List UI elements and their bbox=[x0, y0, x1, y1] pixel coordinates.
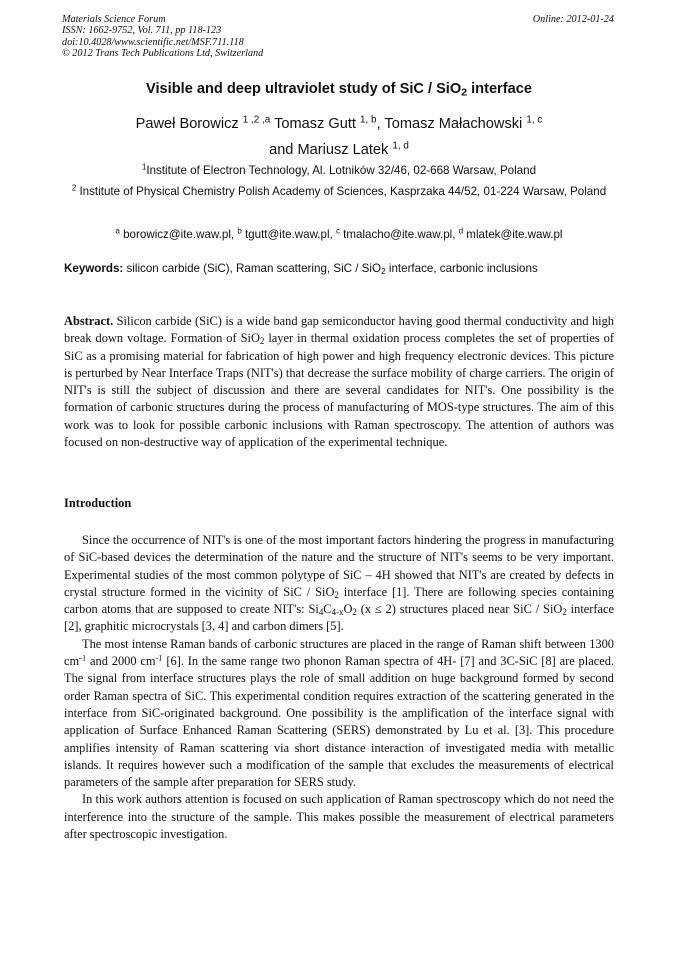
author-affil-sup: 1, d bbox=[392, 140, 409, 152]
email-sup: c bbox=[336, 226, 340, 236]
online-date: Online: 2012-01-24 bbox=[532, 14, 614, 25]
paper-title bbox=[0, 81, 678, 97]
author-emails bbox=[62, 227, 616, 242]
keywords-text: interface, carbonic inclusions bbox=[385, 262, 538, 275]
email-sup: d bbox=[458, 226, 464, 236]
intro-paragraph-1: Since the occurrence of NIT's is one of the most important factors hindering the progress in manufacturing of SiC-based devices the determination of the nature and the structure of NIT's seems to be very important. Experimental studies of the most common polytype of SiC – 4H showed that NIT's are created by defects in crystal structure formed in the vicinity of SiC / SiO$_2$ interface [1]. There are following species containing carbon atoms that are supposed to create NIT's: $Si_4C_{4-x}O_2$ (x ≤ 2) structures placed near SiC / SiO$_2$ interface [2], graphitic microcrystals [3, 4] and carbon dimers [5]. bbox=[64, 533, 615, 634]
email-link[interactable]: tgutt@ite.waw.pl, bbox=[241, 228, 336, 241]
title-text: Visible and deep ultraviolet study of SiC / SiO bbox=[146, 81, 462, 97]
affiliation-1 bbox=[62, 163, 616, 178]
introduction-section bbox=[64, 532, 614, 843]
email-sup: a bbox=[115, 226, 120, 236]
author-affil-sup: 1, c bbox=[526, 114, 543, 126]
keywords-text: silicon carbide (SiC), Raman scattering, SiC / SiO bbox=[123, 262, 382, 275]
affiliation-2 bbox=[62, 184, 616, 199]
abstract-paragraph bbox=[64, 313, 614, 451]
intro-paragraph-3: In this work authors attention is focused on such application of Raman spectroscopy which do not need the interference into the structure of the sample. This makes possible the measurement of electrical parameters after spectroscopic investigation. bbox=[64, 792, 614, 842]
journal-header bbox=[62, 14, 614, 60]
title-subscript: 2 bbox=[461, 86, 468, 99]
keywords-line bbox=[64, 262, 624, 275]
issn-line: ISSN: 1662-9752, Vol. 711, pp 118-123 bbox=[62, 25, 222, 37]
author-name: Tomasz Gutt bbox=[270, 116, 356, 132]
author-name: , Tomasz Małachowski bbox=[376, 116, 523, 132]
author-line-2 bbox=[0, 142, 678, 158]
keywords-subscript: 2 bbox=[381, 265, 386, 276]
doi-line: doi:10.4028/www.scientific.net/MSF.711.118 bbox=[62, 36, 244, 48]
affiliation-text: Institute of Physical Chemistry Polish Academy of Sciences, Kasprzaka 44/52, 01-224 Warsaw, Poland bbox=[76, 185, 607, 198]
affiliation-text: Institute of Electron Technology, Al. Lotników 32/46, 02-668 Warsaw, Poland bbox=[146, 164, 537, 177]
copyright-line: © 2012 Trans Tech Publications Ltd, Switzerland bbox=[62, 48, 264, 60]
affiliation-sup: 1 bbox=[141, 162, 147, 172]
email-sup: b bbox=[237, 226, 242, 236]
author-affil-sup: 1, b bbox=[360, 114, 377, 126]
section-heading-introduction: Introduction bbox=[64, 496, 132, 510]
affiliation-sup: 2 bbox=[71, 183, 77, 193]
title-end: interface bbox=[467, 81, 532, 97]
email-link[interactable]: mlatek@ite.waw.pl bbox=[463, 228, 563, 241]
author-line-1 bbox=[0, 116, 678, 132]
abstract-text: layer in thermal oxidation process completes the set of properties of SiC as a promising material for fabrication of high power and high frequency electronic devices. This picture is perturbed by Near Interface Traps (NIT's) that decrease the surface mobility of charge carriers. The origin of NIT's is still the subject of discussion and there are several candidates for NIT's. One possibility is the formation of carbonic structures during the process of manufacturing of MOS-type structures. The aim of this work was to look for possible carbonic inclusions with Raman spectroscopy. The attention of authors was focused on non-destructive way of application of the experimental technique. bbox=[64, 331, 614, 450]
email-link[interactable]: borowicz@ite.waw.pl, bbox=[119, 228, 238, 241]
author-affil-sup: 1 ,2 ,a bbox=[242, 114, 271, 126]
keywords-label: Keywords: bbox=[64, 262, 124, 275]
journal-name: Materials Science Forum bbox=[62, 14, 166, 25]
abstract-text: Silicon carbide (SiC) is a wide band gap semiconductor having good thermal conductivity and high break down voltage. Formation of SiO bbox=[64, 314, 614, 346]
author-name: Paweł Borowicz bbox=[135, 116, 239, 132]
publication-info bbox=[62, 14, 614, 60]
email-link[interactable]: tmalacho@ite.waw.pl, bbox=[339, 228, 459, 241]
author-name: and Mariusz Latek bbox=[269, 142, 389, 158]
abstract-subscript: 2 bbox=[259, 336, 265, 347]
abstract-label: Abstract. bbox=[64, 314, 114, 328]
intro-paragraph-2: The most intense Raman bands of carbonic structures are placed in the range of Raman shift between 1300 $cm^{-1}$ and 2000 $cm^{-1}$ [6]. In the same range two phonon Raman spectra of 4H- [7] and 3C-SiC [8] are placed. The signal from interface structures plays the role of small addition on huge background formed by second order Raman spectra of SiC. This experimental condition requires extraction of the scattering generated in the interface from SiC-originated background. One possibility is the amplification of the interface signal with application of Surface Enhanced Raman Scattering (SERS) demonstrated by Lu et al. [3]. This procedure amplifies intensity of Raman scattering via short distance interaction of investigated media with metallic islands. It requires however such a modification of the sample that excludes the measurements of electrical parameters of the sample after preparation for SERS study. bbox=[64, 636, 614, 790]
